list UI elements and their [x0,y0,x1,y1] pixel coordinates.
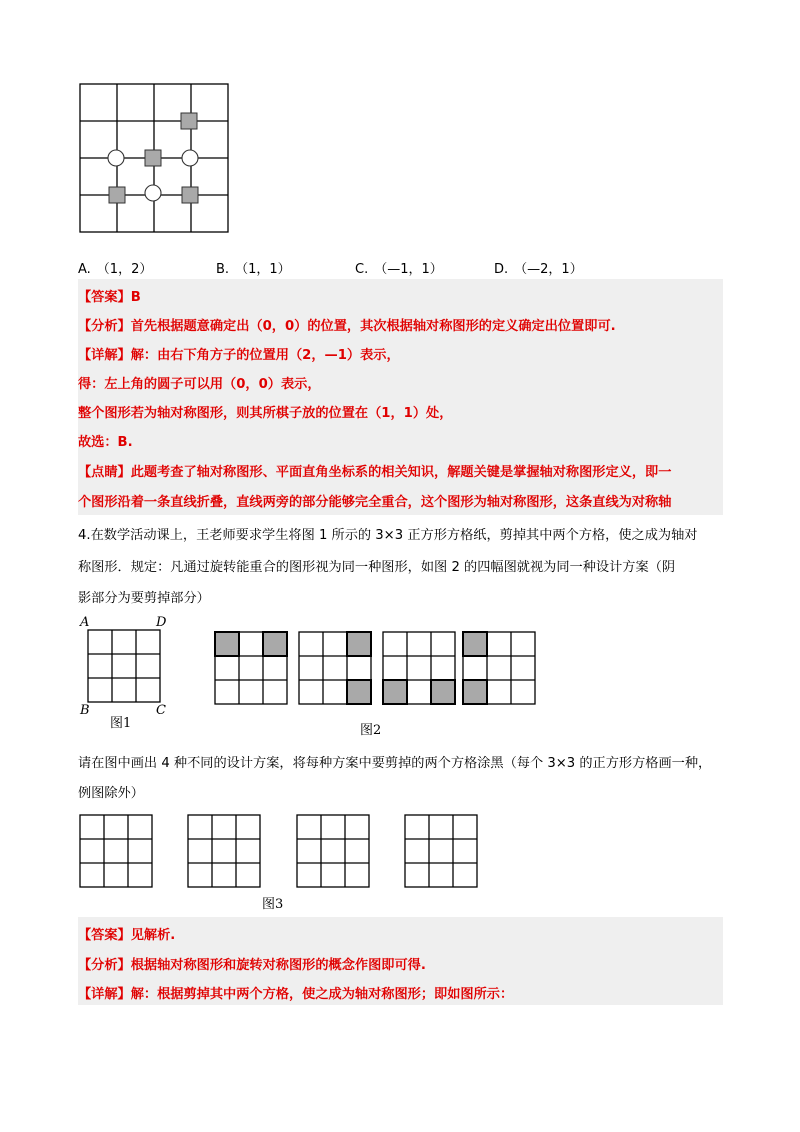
blank-grid [80,815,152,887]
chess-board-figure [0,0,800,240]
option-c[interactable]: C. （—1，1） [355,262,443,277]
option-a[interactable]: A. （1，2） [78,262,153,277]
square-piece [182,187,198,203]
figure1-label: 图1 [110,716,132,731]
question4-text: 影部分为要剪掉部分） [78,591,210,606]
analysis-line: 【分析】首先根据题意确定出（0，0）的位置，其次根据轴对称图形的定义确定出位置即可. [78,319,616,334]
detail-line: 整个图形若为轴对称图形，则其所棋子放的位置在（1，1）处， [78,406,453,421]
answer-block-q3 [78,279,723,515]
shaded-cell [463,632,487,656]
figure3-label: 图3 [262,897,284,912]
detail-line: 故选：B. [78,435,133,450]
shaded-cell [463,680,487,704]
comment-line: 个图形沿着一条直线折叠，直线两旁的部分能够完全重合，这个图形为轴对称图形，这条直线为对称轴 [78,495,672,510]
shaded-cell [383,680,407,704]
question4-text: 称图形．规定：凡通过旋转能重合的图形视为同一种图形，如图 2 的四幅图就视为同一种设计方案（阴 [78,560,676,575]
design-grid [215,632,287,704]
analysis-line: 【分析】根据轴对称图形和旋转对称图形的概念作图即可得. [78,958,426,973]
answer-line: 【答案】见解析. [78,928,176,943]
figure2-label: 图2 [360,723,382,738]
instruction-text: 请在图中画出 4 种不同的设计方案，将每种方案中要剪掉的两个方格涂黑（每个 3×3 的正方形方格画一种， [78,756,712,771]
figure3-grids [0,815,800,905]
question4-text: 4.在数学活动课上，王老师要求学生将图 1 所示的 3×3 正方形方格纸，剪掉其中两个方格，使之成为轴对 [78,528,698,543]
circle-piece [145,185,161,201]
option-b[interactable]: B. （1，1） [216,262,291,277]
blank-grid [297,815,369,887]
figure2-grids [0,630,800,720]
detail-line: 得：左上角的圆子可以用（0，0）表示， [78,377,321,392]
square-piece [109,187,125,203]
comment-line: 【点睛】此题考查了轴对称图形、平面直角坐标系的相关知识，解题关键是掌握轴对称图形定义，即一 [78,465,672,480]
design-grid [463,632,535,704]
detail-line: 【详解】解：根据剪掉其中两个方格，使之成为轴对称图形；即如图所示： [78,987,514,1002]
shaded-cell [431,680,455,704]
corner-label-d: D [156,615,167,630]
blank-grid [188,815,260,887]
design-grid [299,632,371,704]
square-piece [181,113,197,129]
circle-piece [108,150,124,166]
corner-label-a: A [80,615,90,630]
corner-label-b: B [80,703,90,718]
design-grid [383,632,455,704]
shaded-cell [215,632,239,656]
circle-piece [182,150,198,166]
detail-line: 【详解】解：由右下角方子的位置用（2，—1）表示， [78,348,400,363]
option-d[interactable]: D. （—2，1） [494,262,583,277]
corner-label-c: C [156,703,166,718]
shaded-cell [347,632,371,656]
square-piece [145,150,161,166]
answer-block-q4 [78,917,723,1005]
blank-grid [405,815,477,887]
instruction-text: 例图除外） [78,786,144,801]
answer-line: 【答案】B [78,290,141,305]
shaded-cell [347,680,371,704]
shaded-cell [263,632,287,656]
